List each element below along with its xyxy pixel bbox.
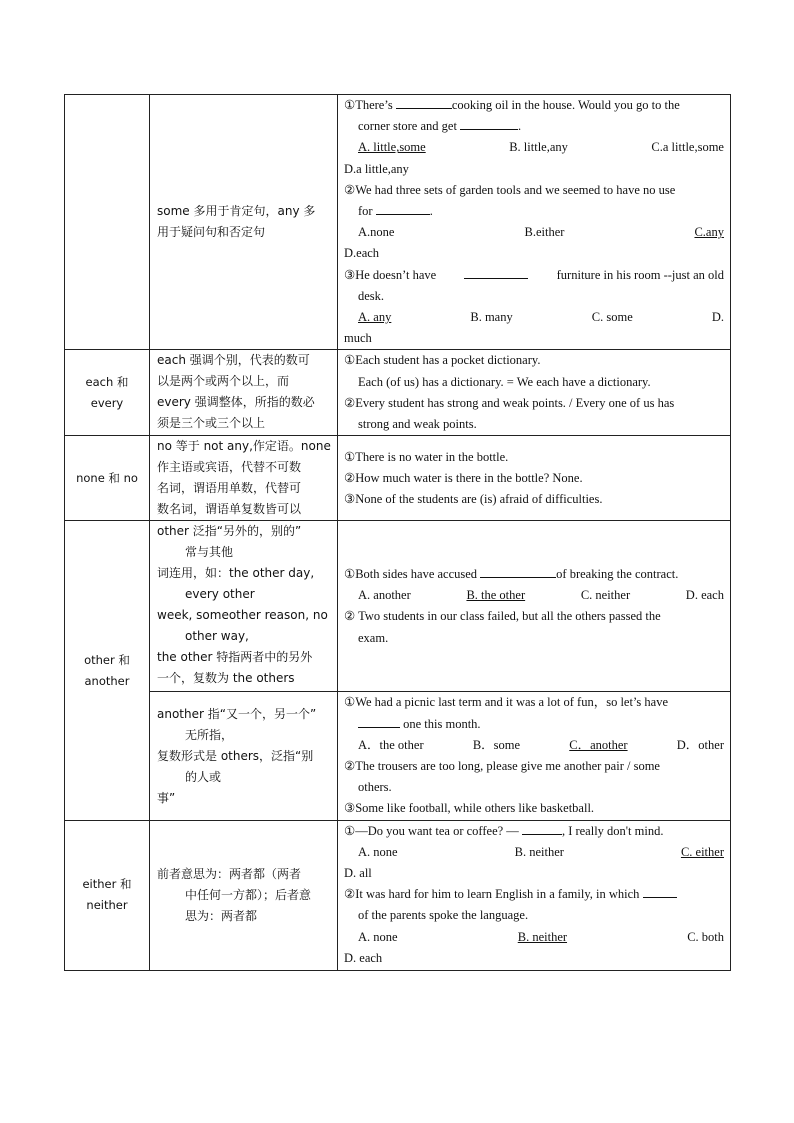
table-row xyxy=(65,820,731,970)
desc-line: 用于疑问句和否定句 xyxy=(157,225,266,240)
example-cell xyxy=(338,95,731,350)
question-line: ②It was hard for him to learn English in a family, in which xyxy=(344,884,724,905)
desc-cell: no 等于 not any,作定语。none 作主语或宾语，代替不可数 名词，谓语用单数，代替可 数名词，谓语单复数皆可以 xyxy=(150,436,338,521)
term-cell: either 和 neither xyxy=(65,820,150,970)
option-answer: B. neither xyxy=(517,929,568,944)
options-line: A. another B. the other C. neither D. each xyxy=(344,585,724,606)
option-answer: C. either xyxy=(680,844,724,859)
option-answer: A. little,some xyxy=(358,140,426,155)
grammar-table xyxy=(64,94,731,971)
table-row xyxy=(65,436,731,521)
desc-cell: other 泛指“另外的，别的” 常与其他 词连用，如：the other day, every other week, someother reason, no other way, the other 特指两者中的另外 一个，复数为 the others xyxy=(150,521,338,692)
desc-cell: another 指“又一个，另一个” 无所指， 复数形式是 others，泛指“别 的人或 事” xyxy=(150,692,338,820)
example-cell: ①Each student has a pocket dictionary. Each (of us) has a dictionary. = We each have a dictionary. ②Every student has strong and weak points. / Every one of us has strong and weak points. xyxy=(338,350,731,436)
question-line: for . xyxy=(344,201,724,222)
term-cell xyxy=(65,95,150,350)
option: B.either xyxy=(524,225,565,240)
question-line: corner store and get . xyxy=(344,116,724,137)
options-line xyxy=(344,307,724,328)
options-line xyxy=(344,222,724,243)
table-row xyxy=(65,95,731,350)
term-cell: none 和 no xyxy=(65,436,150,521)
option: D.each xyxy=(344,246,380,261)
option: much xyxy=(344,331,372,346)
table-row xyxy=(65,521,731,692)
option-answer: B. the other xyxy=(466,588,526,603)
option: A.none xyxy=(358,225,395,240)
question-line: one this month. xyxy=(344,714,724,735)
table-row xyxy=(65,692,731,820)
question-line: ①—Do you want tea or coffee? — , I really don't mind. xyxy=(344,821,724,842)
term-cell: other 和 another xyxy=(65,521,150,820)
option-answer: A. any xyxy=(358,310,392,325)
desc-cell: each 强调个别，代表的数可 以是两个或两个以上，而 every 强调整体，所指的数必 须是三个或三个以上 xyxy=(150,350,338,436)
option-answer: C．another xyxy=(569,737,628,752)
desc-line: some 多用于肯定句，any 多 xyxy=(157,204,316,219)
question-line: ③He doesn’t have furniture in his room --just an old xyxy=(344,265,724,286)
options-line: A. none B. neither C. either xyxy=(344,842,724,863)
option: D. xyxy=(711,310,724,325)
desc-cell xyxy=(150,95,338,350)
question-line: desk. xyxy=(358,288,385,303)
example-cell: ①There is no water in the bottle. ②How much water is there in the bottle? None. ③None of the students are (is) afraid of difficulties. xyxy=(338,436,731,521)
option: B. little,any xyxy=(509,140,568,155)
question-line: ①There’s cooking oil in the house. Would you go to the xyxy=(344,95,724,116)
option: C. some xyxy=(591,310,633,325)
example-cell: ①—Do you want tea or coffee? — , I really don't mind. A. none B. neither C. either D. all ②It was hard for him to learn English in a family, in which of the parents spoke the language. A. none B. neither C. both D. each xyxy=(338,820,731,970)
question-line: ②We had three sets of garden tools and we seemed to have no use xyxy=(344,182,676,197)
example-cell: ①Both sides have accused of breaking the contract. A. another B. the other C. neither D. each ② Two students in our class failed, but all the others passed the exam. xyxy=(338,521,731,692)
options-line: A. none B. neither C. both xyxy=(344,927,724,948)
option: B. many xyxy=(470,310,513,325)
term-cell: each 和 every xyxy=(65,350,150,436)
options-line: A．the other B．some C．another D．other xyxy=(344,735,724,756)
desc-cell: 前者意思为：两者都（两者 中任何一方都）；后者意 思为：两者都 xyxy=(150,820,338,970)
option-answer: C.any xyxy=(694,225,724,240)
option: C.a little,some xyxy=(651,140,724,155)
table-row xyxy=(65,350,731,436)
question-line: ①Both sides have accused of breaking the contract. xyxy=(344,564,724,585)
option: D.a little,any xyxy=(344,161,409,176)
options-line xyxy=(344,137,724,158)
example-cell: ①We had a picnic last term and it was a lot of fun，so let’s have one this month. A．the other B．some C．another D．other ②The trousers are too long, please give me another pair / some others. ③Some like football, while others like basketball. xyxy=(338,692,731,820)
